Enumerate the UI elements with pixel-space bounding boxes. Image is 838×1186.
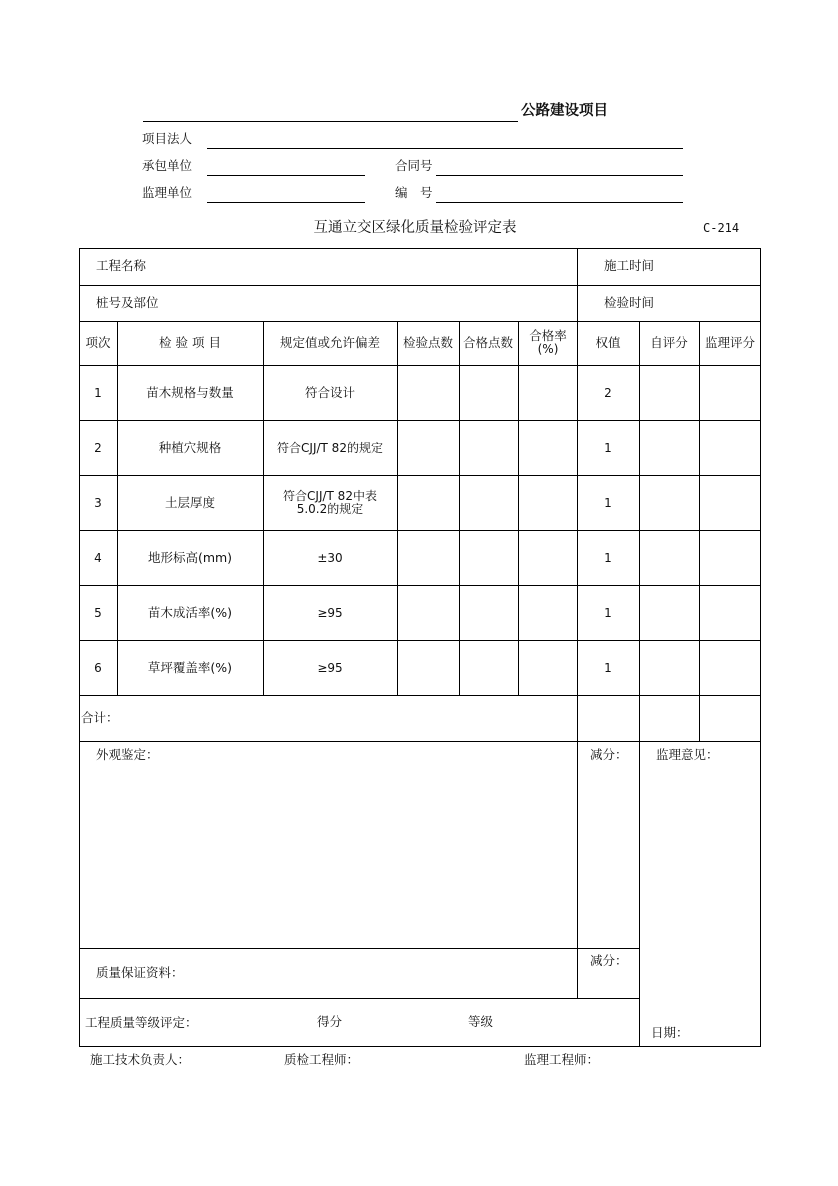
project-name-blank-line <box>143 121 518 122</box>
deduct-label-appearance: 减分： <box>590 747 628 762</box>
row-item: 苗木规格与数量 <box>146 385 234 400</box>
date-label: 日期： <box>651 1025 689 1040</box>
construction-time-label: 施工时间 <box>604 258 655 273</box>
row-no: 6 <box>94 661 102 675</box>
row-weight: 1 <box>604 496 612 510</box>
inspection-time-label: 检验时间 <box>604 295 655 310</box>
appearance-label: 外观鉴定： <box>96 747 159 762</box>
supervisor-label: 监理单位 <box>142 185 193 200</box>
col-header-no: 项次 <box>85 335 111 350</box>
tech-lead-label: 施工技术负责人： <box>90 1052 191 1067</box>
row-no: 2 <box>94 441 102 455</box>
number-blank-line <box>436 202 683 203</box>
project-suffix: 公路建设项目 <box>521 103 608 119</box>
supervision-opinion-field[interactable] <box>644 768 756 1018</box>
form-code: C-214 <box>703 221 740 235</box>
project-name-field[interactable] <box>180 250 570 283</box>
project-name-label: 工程名称 <box>96 258 147 273</box>
row-spec-line2: 5.0.2的规定 <box>296 502 364 516</box>
construction-time-field[interactable] <box>662 250 756 283</box>
station-field[interactable] <box>180 287 570 319</box>
col-header-spec: 规定值或允许偏差 <box>279 335 381 350</box>
row-spec: 符合CJJ/T 82的规定 <box>277 441 383 455</box>
row-spec: ≥95 <box>317 606 343 620</box>
total-label: 合计： <box>81 710 119 725</box>
quality-docs-label: 质量保证资料： <box>96 965 184 980</box>
col-header-pass-rate-unit: (%) <box>537 342 559 356</box>
col-header-self-score: 自评分 <box>650 335 688 350</box>
row-item: 苗木成活率(%) <box>147 605 233 620</box>
col-header-pass-points: 合格点数 <box>462 335 514 350</box>
col-header-item: 检 验 项 目 <box>159 335 221 350</box>
supervision-opinion-label: 监理意见： <box>656 747 719 762</box>
contract-no-blank-line <box>436 175 683 176</box>
row-no: 1 <box>94 386 102 400</box>
legal-person-blank-line <box>207 148 683 149</box>
row-weight: 2 <box>604 386 612 400</box>
row-spec-line1: 符合CJJ/T 82中表 <box>283 489 377 503</box>
grade-eval-label: 工程质量等级评定： <box>85 1015 198 1030</box>
station-label: 桩号及部位 <box>96 295 159 310</box>
row-weight: 1 <box>604 551 612 565</box>
col-header-weight: 权值 <box>595 335 621 350</box>
row-item: 土层厚度 <box>164 495 216 510</box>
row-spec: ≥95 <box>317 661 343 675</box>
row-item: 草坪覆盖率(%) <box>147 660 233 675</box>
legal-person-label: 项目法人 <box>142 131 193 146</box>
contract-no-label: 合同号 <box>395 158 433 173</box>
sup-engineer-label: 监理工程师： <box>524 1052 600 1067</box>
row-weight: 1 <box>604 661 612 675</box>
form-title: 互通立交区绿化质量检验评定表 <box>313 220 517 236</box>
row-spec: ±30 <box>317 551 343 565</box>
row-no: 5 <box>94 606 102 620</box>
col-header-sup-score: 监理评分 <box>704 335 756 350</box>
row-no: 3 <box>94 496 102 510</box>
deduct-label-docs: 减分： <box>590 953 628 968</box>
row-weight: 1 <box>604 606 612 620</box>
contractor-label: 承包单位 <box>142 158 193 173</box>
row-item: 种植穴规格 <box>158 440 222 455</box>
col-header-points: 检验点数 <box>402 335 454 350</box>
row-spec: 符合设计 <box>304 385 356 400</box>
row-weight: 1 <box>604 441 612 455</box>
score-label: 得分 <box>317 1014 343 1029</box>
appearance-field[interactable] <box>84 768 572 944</box>
grade-label: 等级 <box>468 1014 494 1029</box>
col-header-pass-rate: 合格率 <box>529 328 567 343</box>
contractor-blank-line <box>207 175 365 176</box>
row-item: 地形标高(mm) <box>147 550 233 565</box>
row-no: 4 <box>94 551 102 565</box>
number-label: 编 号 <box>395 185 433 200</box>
qc-engineer-label: 质检工程师： <box>284 1052 360 1067</box>
inspection-time-field[interactable] <box>662 287 756 319</box>
supervisor-blank-line <box>207 202 365 203</box>
